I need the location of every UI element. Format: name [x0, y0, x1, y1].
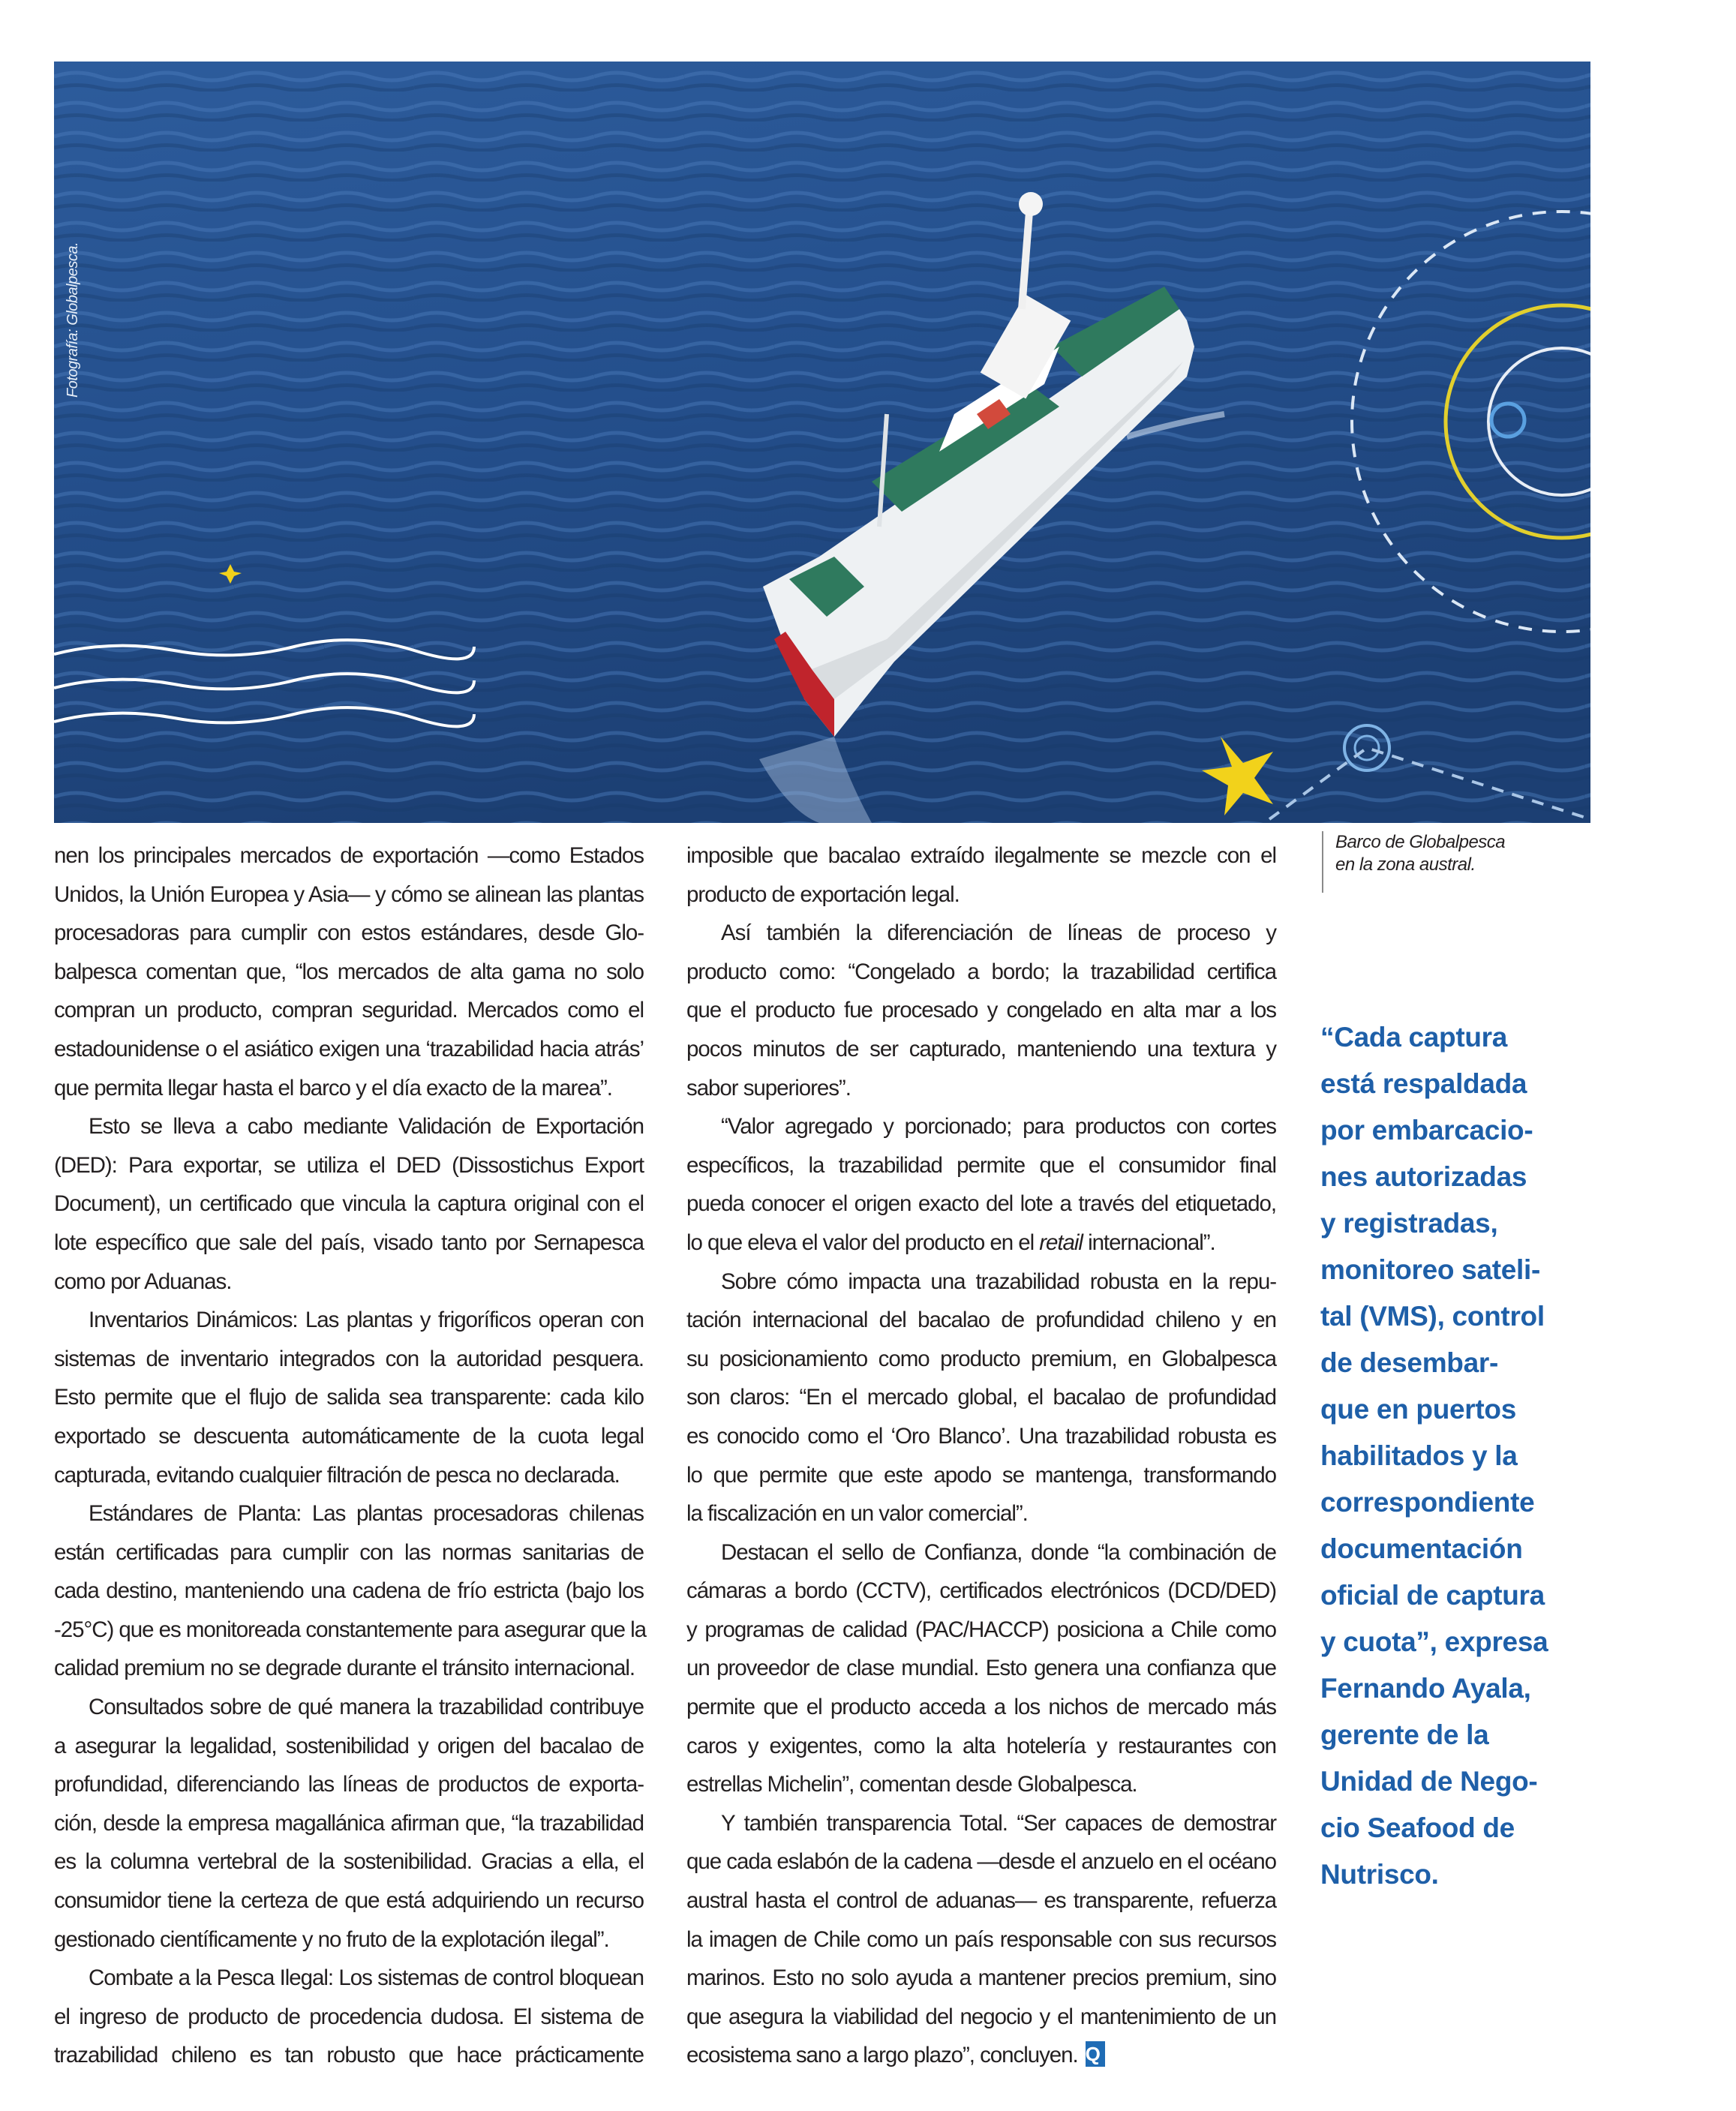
text-line-content: y programas de calidad (PAC/HACCP) posiciona a Chile como	[686, 1617, 1276, 1642]
text-line-content: Unidos, la Unión Europea y Asia— y cómo se alinean las plantas	[54, 881, 644, 907]
pull-quote-line: de desembar-	[1320, 1347, 1498, 1378]
text-line	[686, 953, 1276, 992]
text-line	[54, 991, 644, 1030]
text-line-content: están certificadas para cumplir con las normas sanitarias de	[54, 1539, 644, 1565]
text-line	[54, 1263, 644, 1302]
text-line-content: Inventarios Dinámicos: Las plantas y frigoríficos operan con	[89, 1308, 644, 1333]
text-line	[686, 1107, 1276, 1146]
text-line	[686, 1263, 1276, 1302]
text-line	[54, 1649, 644, 1688]
text-line-content: caros y exigentes, como la alta hotelería y restaurantes con	[686, 1733, 1276, 1758]
text-line	[54, 1765, 644, 1804]
text-line-content: como por Aduanas.	[54, 1269, 232, 1294]
text-line-content: Document), un certificado que vincula la captura original con el	[54, 1191, 644, 1217]
pull-quote-line: y cuota”, expresa	[1320, 1626, 1548, 1657]
text-line-content: lo que eleva el valor del producto en el retail internacional”.	[686, 1230, 1215, 1255]
pull-quote-line: oficial de captura	[1320, 1580, 1545, 1611]
pull-quote-line: Unidad de Nego-	[1320, 1766, 1538, 1797]
text-line	[686, 1688, 1276, 1727]
text-line-content: sabor superiores”.	[686, 1075, 851, 1101]
text-line	[686, 1572, 1276, 1611]
text-line-content: estadounidense o el asiático exigen una ‘trazabilidad hacia atrás’	[54, 1036, 644, 1062]
pull-quote-line: habilitados y la	[1320, 1440, 1518, 1471]
text-line-content: estrellas Michelin”, comentan desde Globalpesca.	[686, 1772, 1137, 1797]
text-line-content: el ingreso de producto de procedencia dudosa. El sistema de	[54, 2004, 644, 2029]
pull-quote-line: documentación	[1320, 1533, 1523, 1564]
pull-quote-line: nes autorizadas	[1320, 1161, 1527, 1192]
text-line-content: que cada eslabón de la cadena —desde el anzuelo en el océano	[686, 1849, 1276, 1875]
text-line-content: tación internacional del bacalao de profundidad chileno y en	[686, 1308, 1276, 1333]
text-line-content: balpesca comentan que, “los mercados de alta gama no solo	[54, 959, 644, 984]
text-line-content: Destacan el sello de Confianza, donde “la combinación de	[721, 1539, 1276, 1565]
text-line	[54, 1727, 644, 1766]
pull-quote-line: correspondiente	[1320, 1487, 1535, 1518]
text-line	[54, 875, 644, 914]
article-left-column	[54, 836, 647, 2075]
pull-quote	[1320, 1014, 1605, 1898]
text-line	[686, 875, 1276, 914]
text-line-content: imposible que bacalao extraído ilegalmente se mezcle con el	[686, 843, 1276, 868]
text-line-content: nen los principales mercados de exportación —como Estados	[54, 843, 644, 868]
text-line-content: “Valor agregado y porcionado; para productos con cortes	[721, 1114, 1276, 1140]
text-line	[54, 1920, 644, 1959]
text-line-content: a asegurar la legalidad, sostenibilidad y origen del bacalao de	[54, 1733, 644, 1758]
text-line-content: un proveedor de clase mundial. Esto genera una confianza que	[686, 1656, 1276, 1681]
text-line	[686, 1030, 1276, 1069]
text-line-content: su posicionamiento como producto premium, en Globalpesca	[686, 1346, 1276, 1371]
text-line	[686, 1920, 1276, 1959]
text-line	[54, 1107, 644, 1146]
text-line	[686, 1340, 1276, 1379]
text-line	[686, 2036, 1276, 2075]
text-line	[54, 1030, 644, 1069]
text-line-content: es la columna vertebral de la sostenibilidad. Gracias a ella, el	[54, 1849, 644, 1875]
text-line-content: permite que el producto acceda a los nichos de mercado más	[686, 1695, 1276, 1720]
caption-line: en la zona austral.	[1335, 854, 1476, 875]
text-line	[54, 1611, 647, 1650]
end-mark-icon: Q	[1086, 2041, 1105, 2067]
text-line	[686, 1069, 1276, 1108]
text-line-content: que permita llegar hasta el barco y el día exacto de la marea”.	[54, 1075, 612, 1101]
text-line	[54, 1185, 644, 1224]
text-line	[686, 1417, 1276, 1456]
text-line-content: consumidor tiene la certeza de que está adquiriendo un recurso	[54, 1888, 644, 1914]
text-line	[686, 1842, 1276, 1881]
text-line-content: Estándares de Planta: Las plantas procesadoras chilenas	[89, 1501, 644, 1527]
pull-quote-line: “Cada captura	[1320, 1022, 1508, 1052]
text-line	[54, 1572, 644, 1611]
text-line-content: lote específico que sale del país, visado tanto por Sernapesca	[54, 1230, 644, 1255]
text-line-content: capturada, evitando cualquier filtración de pesca no declarada.	[54, 1462, 620, 1488]
article-middle-column	[686, 836, 1276, 2075]
text-line	[54, 1494, 644, 1533]
text-line	[686, 1494, 1276, 1533]
text-line-content: producto como: “Congelado a bordo; la trazabilidad certifica	[686, 959, 1276, 984]
text-line-content: son claros: “En el mercado global, el bacalao de profundidad	[686, 1385, 1276, 1410]
ship-photo	[54, 62, 1590, 823]
text-line	[54, 2036, 644, 2075]
text-line	[54, 953, 644, 992]
text-line-content: Esto permite que el flujo de salida sea transparente: cada kilo	[54, 1385, 644, 1410]
text-line	[54, 1998, 644, 2037]
pull-quote-line: Fernando Ayala,	[1320, 1673, 1531, 1704]
text-line-content: marinos. Esto no solo ayuda a mantener precios premium, sino	[686, 1965, 1276, 1991]
text-line	[686, 1611, 1276, 1650]
text-line	[686, 1185, 1276, 1224]
text-line-content: Sobre cómo impacta una trazabilidad robusta en la repu-	[721, 1269, 1276, 1294]
pull-quote-line: gerente de la	[1320, 1719, 1489, 1750]
text-line	[686, 1456, 1276, 1495]
pull-quote-line: cio Seafood de	[1320, 1812, 1515, 1843]
text-line-content: Consultados sobre de qué manera la trazabilidad contribuye	[89, 1695, 644, 1720]
photo-credit: Fotografía: Globalpesca.	[65, 242, 81, 398]
text-line	[686, 1881, 1276, 1920]
text-line-content: calidad premium no se degrade durante el tránsito internacional.	[54, 1656, 635, 1681]
pull-quote-line: Nutrisco.	[1320, 1859, 1439, 1890]
text-line-content: (DED): Para exportar, se utiliza el DED (Dissostichus Export	[54, 1152, 644, 1178]
text-line	[54, 1069, 644, 1108]
text-line-content: lo que permite que este apodo se mantenga, transformando	[686, 1462, 1276, 1488]
text-line-content: que el producto fue procesado y congelado en alta mar a los	[686, 998, 1276, 1023]
pull-quote-line: está respaldada	[1320, 1068, 1527, 1099]
text-line	[686, 1224, 1276, 1263]
text-line	[686, 1146, 1276, 1185]
text-line	[686, 1998, 1276, 2037]
text-line-content: austral hasta el control de aduanas— es transparente, refuerza	[686, 1888, 1276, 1914]
text-line	[54, 1881, 644, 1920]
text-line-content: la imagen de Chile como un país responsable con sus recursos	[686, 1926, 1276, 1952]
text-line	[54, 1417, 644, 1456]
text-line-content: ción, desde la empresa magallánica afirman que, “la trazabilidad	[54, 1810, 644, 1836]
pull-quote-line: que en puertos	[1320, 1394, 1516, 1425]
text-line	[54, 836, 644, 875]
text-line	[54, 1340, 644, 1379]
pull-quote-line: tal (VMS), control	[1320, 1301, 1545, 1332]
text-line	[686, 1533, 1276, 1572]
text-line	[686, 1649, 1276, 1688]
text-line-content: Esto se lleva a cabo mediante Validación de Exportación	[89, 1114, 644, 1140]
text-line-content: ecosistema sano a largo plazo”, concluyen.	[686, 2043, 1078, 2068]
text-line	[686, 1959, 1276, 1998]
text-line-content: compran un producto, compran seguridad. Mercados como el	[54, 998, 644, 1023]
text-line	[686, 1301, 1276, 1340]
text-line-content: la fiscalización en un valor comercial”.	[686, 1501, 1028, 1527]
text-line	[686, 1765, 1276, 1804]
text-line-content: Y también transparencia Total. “Ser capaces de demostrar	[721, 1810, 1276, 1836]
text-line	[686, 914, 1276, 953]
text-line-content: -25°C) que es monitoreada constantemente para asegurar que la	[54, 1617, 647, 1642]
text-line	[686, 1727, 1276, 1766]
text-line	[686, 836, 1276, 875]
text-line-content: exportado se descuenta automáticamente de la cuota legal	[54, 1423, 644, 1449]
text-line	[54, 1378, 644, 1417]
text-line	[54, 1533, 644, 1572]
text-line-content: específicos, la trazabilidad permite que el consumidor final	[686, 1152, 1276, 1178]
text-line	[54, 1688, 644, 1727]
text-line	[686, 1378, 1276, 1417]
fishing-vessel-image	[54, 62, 1590, 823]
text-line-content: producto de exportación legal.	[686, 881, 960, 907]
text-line-content: cada destino, manteniendo una cadena de frío estricta (bajo los	[54, 1578, 644, 1604]
text-line-content: es conocido como el ‘Oro Blanco’. Una trazabilidad robusta es	[686, 1423, 1276, 1449]
text-line	[686, 1804, 1276, 1843]
text-line	[54, 1224, 644, 1263]
text-line-content: procesadoras para cumplir con estos estándares, desde Glo-	[54, 920, 644, 946]
caption-line: Barco de Globalpesca	[1335, 832, 1506, 852]
text-line-content: que asegura la viabilidad del negocio y el mantenimiento de un	[686, 2004, 1276, 2029]
text-line-content: gestionado científicamente y no fruto de la explotación ilegal”.	[54, 1926, 609, 1952]
pull-quote-line: monitoreo sateli-	[1320, 1254, 1540, 1285]
text-line-content: pueda conocer el origen exacto del lote a través del etiquetado,	[686, 1191, 1276, 1217]
text-line	[686, 991, 1276, 1030]
photo-caption	[1322, 831, 1505, 893]
pull-quote-line: por embarcacio-	[1320, 1115, 1533, 1146]
text-line	[54, 1959, 644, 1998]
text-line	[54, 1456, 644, 1495]
text-line	[54, 1301, 644, 1340]
text-line-content: Así también la diferenciación de líneas de proceso y	[721, 920, 1276, 946]
pull-quote-line: y registradas,	[1320, 1208, 1498, 1239]
text-line-content: cámaras a bordo (CCTV), certificados electrónicos (DCD/DED)	[686, 1578, 1276, 1604]
text-line	[54, 1146, 644, 1185]
text-line-content: profundidad, diferenciando las líneas de productos de exporta-	[54, 1772, 644, 1797]
text-line-content: pocos minutos de ser capturado, manteniendo una textura y	[686, 1036, 1276, 1062]
text-line-content: trazabilidad chileno es tan robusto que hace prácticamente	[54, 2043, 644, 2068]
italic-word: retail	[1039, 1230, 1083, 1255]
text-line	[54, 1842, 644, 1881]
text-line-content: sistemas de inventario integrados con la autoridad pesquera.	[54, 1346, 644, 1371]
text-line-content: Combate a la Pesca Ilegal: Los sistemas de control bloquean	[89, 1965, 644, 1991]
text-line	[54, 1804, 644, 1843]
text-line	[54, 914, 644, 953]
